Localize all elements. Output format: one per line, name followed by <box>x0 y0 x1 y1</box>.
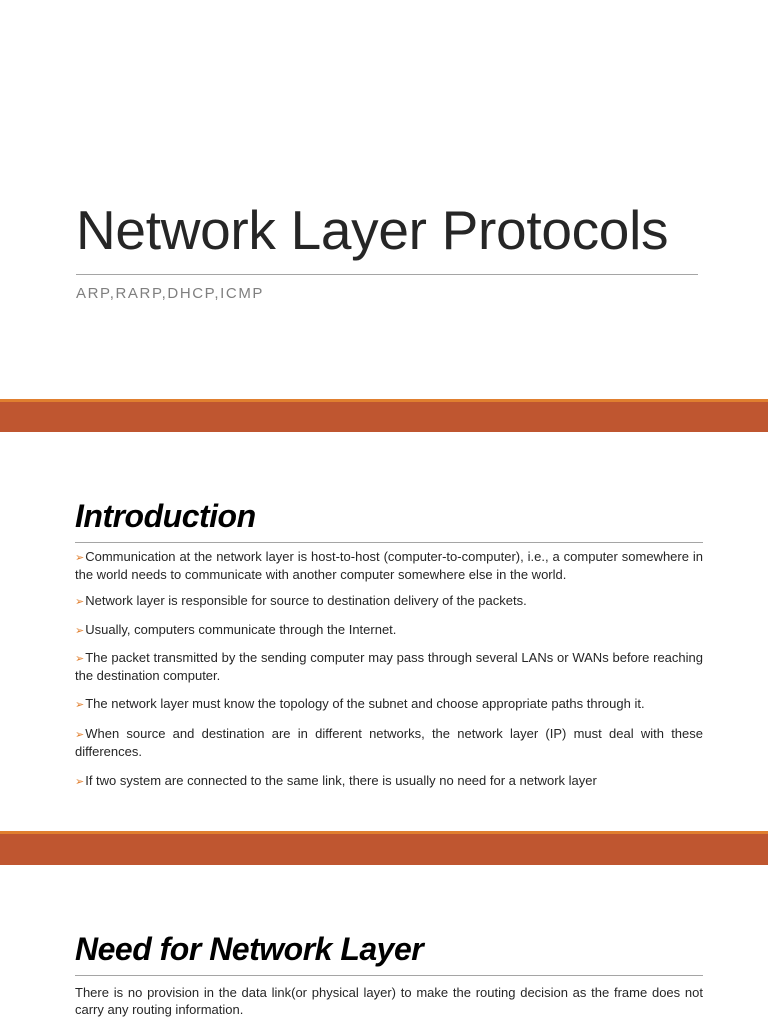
bullet-list <box>75 549 703 791</box>
heading-divider <box>75 542 703 543</box>
list-item <box>75 696 703 714</box>
list-item <box>75 549 703 582</box>
arrow-bullet-icon: ➢ <box>75 653 85 666</box>
bullet-text: Network layer is responsible for source to destination delivery of the packets. <box>85 593 527 609</box>
arrow-bullet-icon: ➢ <box>75 729 85 742</box>
list-item <box>75 773 703 791</box>
heading-divider <box>75 975 703 976</box>
arrow-bullet-icon: ➢ <box>75 552 85 564</box>
list-item <box>75 726 703 759</box>
bullet-text: If two system are connected to the same link, there is usually no need for a network layer <box>85 773 597 789</box>
arrow-bullet-icon: ➢ <box>75 596 85 609</box>
need-for-network-layer-slide <box>0 865 768 1024</box>
arrow-bullet-icon: ➢ <box>75 698 85 711</box>
slide-heading: Introduction <box>75 498 256 534</box>
bullet-text: When source and destination are in different networks, the network layer (IP) must deal with these differences. <box>75 726 703 759</box>
body-paragraph: There is no provision in the data link(or physical layer) to make the routing decision as the frame does not carry any routing information. <box>75 985 703 1017</box>
title-divider <box>76 274 698 275</box>
bullet-text: Usually, computers communicate through the Internet. <box>85 621 397 637</box>
list-item <box>75 593 703 611</box>
bullet-text: Communication at the network layer is host-to-host (computer-to-computer), i.e., a computer somewhere in the world needs to communicate with another computer somewhere else in the world. <box>75 549 703 582</box>
introduction-slide <box>0 432 768 831</box>
slide-subtitle: ARP,RARP,DHCP,ICMP <box>76 285 265 302</box>
list-item <box>75 622 703 640</box>
arrow-bullet-icon: ➢ <box>75 624 85 637</box>
bullet-text: The network layer must know the topology of the subnet and choose appropriate paths through it. <box>85 695 645 711</box>
arrow-bullet-icon: ➢ <box>75 776 85 789</box>
slide-separator <box>0 399 768 432</box>
slide-title: Network Layer Protocols <box>76 199 669 261</box>
bullet-text: The packet transmitted by the sending computer may pass through several LANs or WANs before reaching the destination computer. <box>75 650 703 683</box>
title-slide <box>0 0 768 400</box>
slide-heading: Need for Network Layer <box>75 931 424 967</box>
list-item <box>75 650 703 683</box>
slide-separator <box>0 831 768 865</box>
